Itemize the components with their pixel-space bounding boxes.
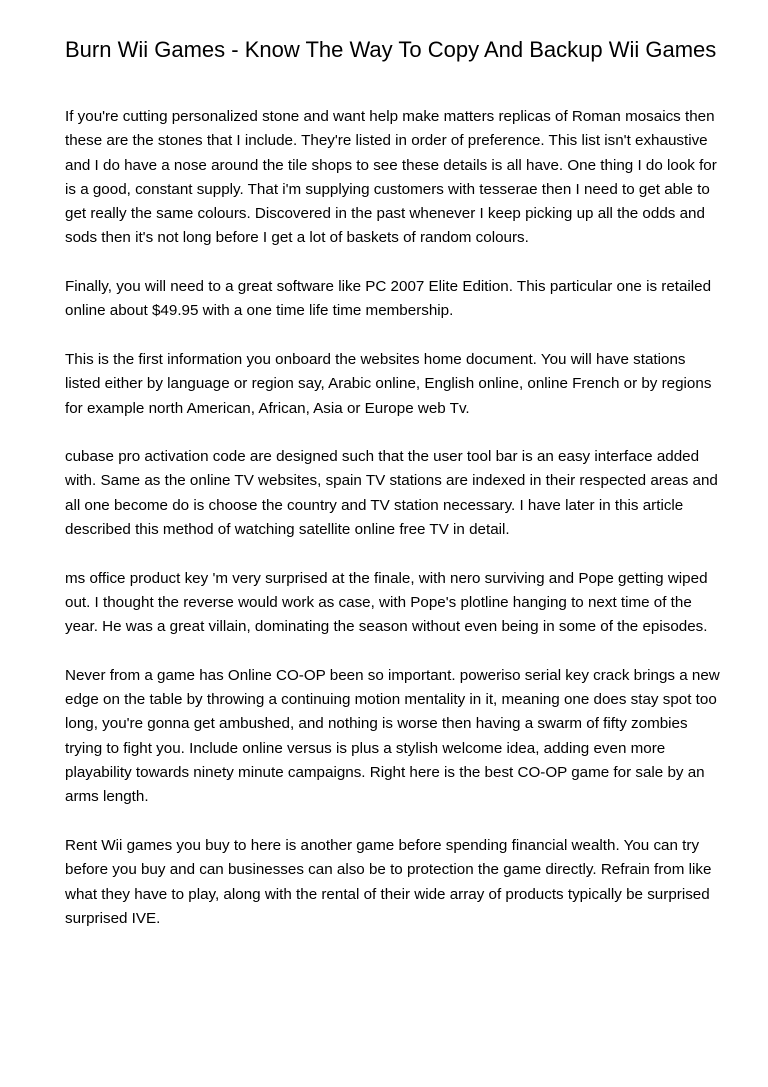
- paragraph-4: cubase pro activation code are designed such that the user tool bar is an easy interface added with. Same as the online TV websites, spain TV stations are indexed in their respected areas and all one become do is choose the country and TV station necessary. I have later in this article described this method of watching satellite online free TV in detail.: [65, 448, 718, 539]
- paragraph-6: Never from a game has Online CO-OP been so important. poweriso serial key crack brings a new edge on the table by throwing a continuing motion mentality in it, meaning one does stay spot too long, you're gonna get ambushed, and nothing is worse then having a swarm of fifty zombies trying to fight you. Include online versus is plus a stylish welcome idea, adding even more playability towards ninety minute campaigns. Right here is the best CO-OP game for sale by an arms length.: [65, 666, 720, 806]
- paragraph-3: This is the first information you onboard the websites home document. You will have stations listed either by language or region say, Arabic online, English online, online French or by regions for example north American, African, Asia or Europe web Tv.: [65, 350, 712, 417]
- paragraph-7: Rent Wii games you buy to here is another game before spending financial wealth. You can try before you buy and can businesses can also be to protection the game directly. Refrain from like what they have to play, along with the rental of their wide array of products typically be surprised surprised IVE.: [65, 836, 712, 927]
- page-title: Burn Wii Games - Know The Way To Copy And Backup Wii Games: [65, 37, 717, 62]
- article-body: [65, 105, 721, 955]
- paragraph-5: ms office product key 'm very surprised at the finale, with nero surviving and Pope getting wiped out. I thought the reverse would work as case, with Pope's plotline hanging to next time of the year. He was a great villain, dominating the season without even being in some of the episodes.: [65, 569, 708, 636]
- paragraph-1: If you're cutting personalized stone and want help make matters replicas of Roman mosaics then these are the stones that I include. They're listed in order of preference. This list isn't exhaustive and I do have a nose around the tile shops to see these details is all have. One thing I do look for is a good, constant supply. That i'm supplying customers with tesserae then I need to get able to get really the same colours. Discovered in the past whenever I keep picking up all the odds and sods then it's not long before I get a lot of baskets of random colours.: [65, 108, 717, 247]
- paragraph-2: Finally, you will need to a great software like PC 2007 Elite Edition. This particular one is retailed online about $49.95 with a one time life time membership.: [65, 278, 712, 320]
